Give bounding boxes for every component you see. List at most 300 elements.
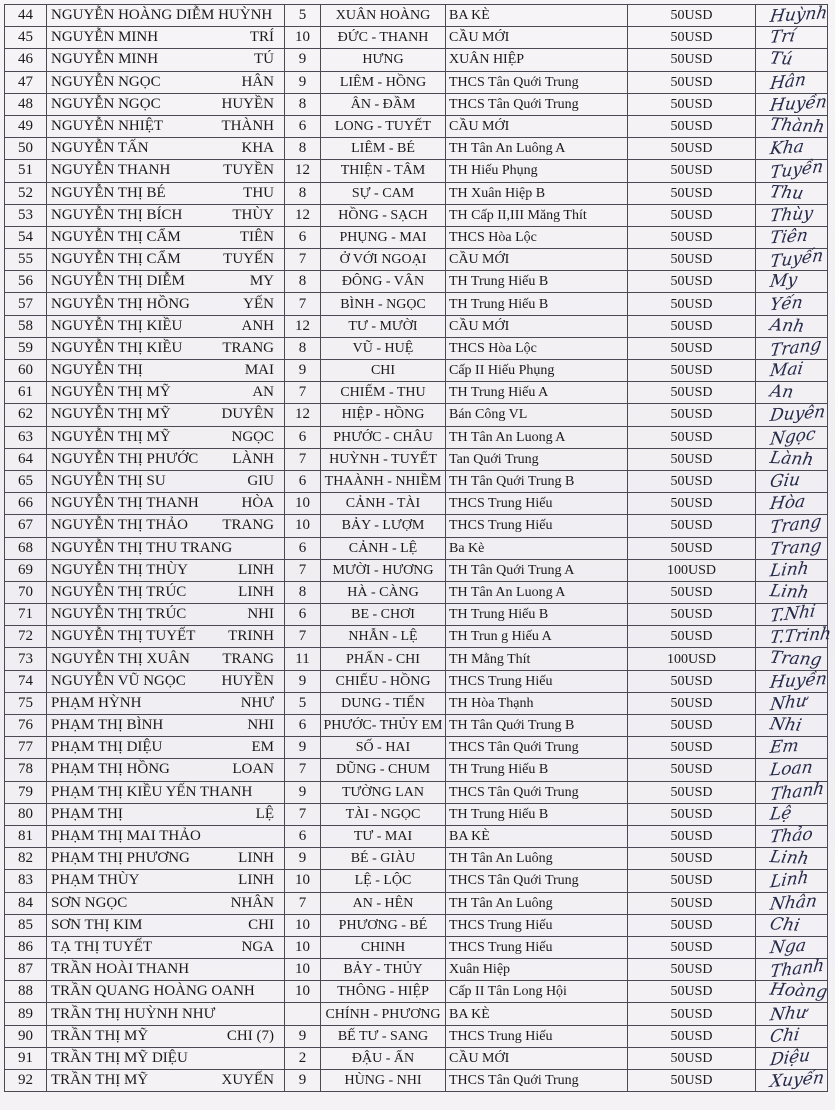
student-name-cell <box>47 1047 285 1069</box>
parents-cell: TƯỜNG LAN <box>321 781 446 803</box>
signature-cell <box>756 404 828 426</box>
amount-cell: 50USD <box>628 604 756 626</box>
grade-cell: 8 <box>285 271 321 293</box>
student-name-cell <box>47 448 285 470</box>
table-row <box>5 692 828 714</box>
given-name: CHI (7) <box>226 1027 274 1044</box>
row-number-cell: 44 <box>5 5 47 27</box>
given-name: TRINH <box>228 628 274 645</box>
table-row <box>5 448 828 470</box>
grade-cell: 6 <box>285 825 321 847</box>
table-row <box>5 93 828 115</box>
recipient-table <box>4 2 833 1093</box>
handwritten-signature: Duyên <box>768 402 827 427</box>
handwritten-signature: Em <box>768 736 800 759</box>
table-row <box>5 404 828 426</box>
signature-cell <box>756 226 828 248</box>
grade-cell: 10 <box>285 870 321 892</box>
surname-middle-name: NGUYỄN NHIỆT <box>51 118 164 135</box>
row-number-cell: 51 <box>5 160 47 182</box>
amount-cell: 50USD <box>628 204 756 226</box>
given-name: MAI <box>244 362 274 379</box>
surname-middle-name: NGUYỄN THỊ TUYẾT <box>51 628 196 645</box>
signature-cell <box>756 27 828 49</box>
table-row <box>5 759 828 781</box>
handwritten-signature: Huyền <box>768 91 829 116</box>
given-name: HUYỀN <box>221 672 274 689</box>
parents-cell: CHI <box>321 360 446 382</box>
grade-cell: 8 <box>285 337 321 359</box>
surname-middle-name: TRẦN THỊ HUỲNH NHƯ <box>51 1005 216 1022</box>
parents-cell: THIỆN - TÂM <box>321 160 446 182</box>
row-number-cell: 86 <box>5 936 47 958</box>
amount-cell: 50USD <box>628 936 756 958</box>
table-row <box>5 737 828 759</box>
given-name: HUYỀN <box>221 95 274 112</box>
given-name: LINH <box>238 561 274 578</box>
surname-middle-name: NGUYỄN THỊ TRÚC <box>51 606 187 623</box>
surname-middle-name: NGUYỄN THỊ THANH <box>51 495 199 512</box>
parents-cell: CẢNH - LỆ <box>321 537 446 559</box>
grade-cell: 6 <box>285 226 321 248</box>
given-name: MY <box>249 273 274 290</box>
signature-cell <box>756 624 833 649</box>
table-row <box>5 581 828 603</box>
table-row <box>5 226 828 248</box>
handwritten-signature: Huỳnh <box>768 2 829 28</box>
parents-cell: HỒNG - SẠCH <box>321 204 446 226</box>
signature-cell <box>756 955 828 983</box>
row-number-cell: 84 <box>5 892 47 914</box>
school-cell: Cấp II Tân Long Hội <box>446 981 628 1003</box>
table-row <box>5 315 828 337</box>
surname-middle-name: NGUYỄN THỊ MỸ <box>51 406 171 423</box>
handwritten-signature: Tuyền <box>769 156 825 184</box>
amount-cell: 50USD <box>628 581 756 603</box>
row-number-cell: 63 <box>5 426 47 448</box>
school-cell: TH Trung Hiếu B <box>446 293 628 315</box>
student-name-cell <box>47 470 285 492</box>
student-name-cell <box>47 93 285 115</box>
grade-cell: 7 <box>285 559 321 581</box>
given-name: NGỌC <box>231 428 274 445</box>
signature-cell <box>756 182 828 204</box>
signature-cell <box>756 1003 828 1025</box>
surname-middle-name: NGUYỄN NGỌC <box>51 73 161 90</box>
surname-middle-name: TẠ THỊ TUYẾT <box>51 938 153 955</box>
amount-cell: 50USD <box>628 448 756 470</box>
table-row <box>5 493 828 515</box>
parents-cell: BE - CHƠI <box>321 604 446 626</box>
parents-cell: DUNG - TIẾN <box>321 692 446 714</box>
handwritten-signature: Tiên <box>768 225 810 249</box>
grade-cell: 6 <box>285 115 321 137</box>
surname-middle-name: NGUYỄN NGỌC <box>51 95 161 112</box>
student-name-cell <box>47 515 285 537</box>
grade-cell: 9 <box>285 1070 321 1092</box>
amount-cell: 50USD <box>628 626 756 648</box>
amount-cell: 50USD <box>628 959 756 981</box>
amount-cell: 50USD <box>628 470 756 492</box>
signature-cell <box>756 293 828 315</box>
parents-cell: XUÂN HOÀNG <box>321 5 446 27</box>
row-number-cell: 54 <box>5 226 47 248</box>
row-number-cell: 80 <box>5 803 47 825</box>
school-cell: Ba Kè <box>446 537 628 559</box>
amount-cell: 50USD <box>628 537 756 559</box>
handwritten-signature: Linh <box>768 847 811 870</box>
surname-middle-name: NGUYỄN THỊ BÉ <box>51 184 166 201</box>
given-name: TUYỀN <box>223 162 274 179</box>
student-name-cell <box>47 249 285 271</box>
school-cell: CẦU MỚI <box>446 27 628 49</box>
signature-cell <box>756 670 828 692</box>
row-number-cell: 79 <box>5 781 47 803</box>
school-cell: CẦU MỚI <box>446 315 628 337</box>
grade-cell: 8 <box>285 182 321 204</box>
parents-cell: LONG - TUYẾT <box>321 115 446 137</box>
parents-cell: TÀI - NGỌC <box>321 803 446 825</box>
given-name: KHA <box>241 140 274 157</box>
parents-cell: CHIẾU - HỒNG <box>321 670 446 692</box>
parents-cell: ĐỨC - THANH <box>321 27 446 49</box>
student-name-cell <box>47 825 285 847</box>
table-row <box>5 1047 828 1069</box>
student-name-cell <box>47 670 285 692</box>
amount-cell: 50USD <box>628 737 756 759</box>
grade-cell: 12 <box>285 204 321 226</box>
row-number-cell: 58 <box>5 315 47 337</box>
grade-cell: 9 <box>285 1025 321 1047</box>
amount-cell: 50USD <box>628 226 756 248</box>
surname-middle-name: NGUYỄN MINH <box>51 29 159 46</box>
grade-cell: 6 <box>285 537 321 559</box>
surname-middle-name: PHẠM THỊ PHƯƠNG <box>51 850 190 867</box>
parents-cell: TƯ - MƯỜI <box>321 315 446 337</box>
student-name-cell <box>47 803 285 825</box>
row-number-cell: 46 <box>5 49 47 71</box>
grade-cell: 7 <box>285 293 321 315</box>
row-number-cell: 70 <box>5 581 47 603</box>
amount-cell: 50USD <box>628 138 756 160</box>
table-row <box>5 914 828 936</box>
school-cell: TH Mằng Thít <box>446 648 628 670</box>
signature-cell <box>756 914 828 936</box>
handwritten-signature: Diệu <box>768 1045 812 1071</box>
grade-cell: 5 <box>285 5 321 27</box>
grade-cell: 9 <box>285 781 321 803</box>
signature-cell <box>756 1070 828 1092</box>
row-number-cell: 90 <box>5 1025 47 1047</box>
amount-cell: 50USD <box>628 914 756 936</box>
given-name: TRANG <box>222 650 274 667</box>
school-cell: THCS Hòa Lộc <box>446 226 628 248</box>
amount-cell: 50USD <box>628 315 756 337</box>
school-cell: Xuân Hiệp <box>446 959 628 981</box>
signature-cell <box>756 245 828 273</box>
row-number-cell: 62 <box>5 404 47 426</box>
signature-cell <box>756 648 828 670</box>
parents-cell: BẾ TƯ - SANG <box>321 1025 446 1047</box>
student-name-cell <box>47 1003 285 1025</box>
surname-middle-name: PHẠM THỊ KIỀU YẾN THANH <box>51 783 253 800</box>
parents-cell: PHẤN - CHI <box>321 648 446 670</box>
given-name: NGA <box>241 938 274 955</box>
parents-cell: VŨ - HUỆ <box>321 337 446 359</box>
surname-middle-name: NGUYỄN HOÀNG DIỄM HUỲNH <box>51 7 273 24</box>
row-number-cell: 65 <box>5 470 47 492</box>
handwritten-signature: Thu <box>768 181 806 204</box>
grade-cell: 12 <box>285 160 321 182</box>
handwritten-signature: Giu <box>768 469 802 493</box>
signature-cell <box>756 848 828 870</box>
signature-cell <box>756 867 828 893</box>
surname-middle-name: TRẦN HOÀI THANH <box>51 961 190 978</box>
signature-cell <box>756 271 828 293</box>
student-name-cell <box>47 848 285 870</box>
student-name-cell <box>47 182 285 204</box>
signature-cell <box>756 936 828 958</box>
handwritten-signature: Hòa <box>768 491 807 515</box>
signature-cell <box>756 559 828 581</box>
grade-cell: 7 <box>285 803 321 825</box>
amount-cell: 50USD <box>628 426 756 448</box>
table-row <box>5 249 828 271</box>
school-cell: BA KÈ <box>446 825 628 847</box>
row-number-cell: 56 <box>5 271 47 293</box>
parents-cell: SỐ - HAI <box>321 737 446 759</box>
signature-cell <box>756 204 828 226</box>
school-cell: TH Hiếu Phụng <box>446 160 628 182</box>
surname-middle-name: SƠN THỊ KIM <box>51 916 143 933</box>
surname-middle-name: NGUYỄN THỊ MỸ <box>51 384 171 401</box>
amount-cell: 50USD <box>628 360 756 382</box>
surname-middle-name: NGUYỄN THỊ DIỄM <box>51 273 185 290</box>
surname-middle-name: PHẠM THỊ BÌNH <box>51 717 164 734</box>
grade-cell: 9 <box>285 848 321 870</box>
row-number-cell: 78 <box>5 759 47 781</box>
signature-cell <box>756 981 828 1003</box>
parents-cell: ÂN - ĐẦM <box>321 93 446 115</box>
amount-cell: 50USD <box>628 382 756 404</box>
surname-middle-name: NGUYỄN THỊ TRÚC <box>51 583 187 600</box>
handwritten-signature: Thùy <box>768 203 815 227</box>
signature-cell <box>756 512 828 539</box>
student-name-cell <box>47 71 285 93</box>
student-name-cell <box>47 115 285 137</box>
row-number-cell: 76 <box>5 715 47 737</box>
parents-cell: TƯ - MAI <box>321 825 446 847</box>
parents-cell: CHIẾM - THU <box>321 382 446 404</box>
parents-cell: SỰ - CAM <box>321 182 446 204</box>
parents-cell: LIÊM - HỒNG <box>321 71 446 93</box>
amount-cell: 50USD <box>628 1070 756 1092</box>
grade-cell: 8 <box>285 581 321 603</box>
row-number-cell: 53 <box>5 204 47 226</box>
table-row <box>5 715 828 737</box>
given-name: THÙY <box>232 206 274 223</box>
given-name: THÀNH <box>221 118 274 135</box>
school-cell: TH Tân Quới Trung A <box>446 559 628 581</box>
signature-cell <box>756 448 828 470</box>
table-row <box>5 204 828 226</box>
amount-cell: 50USD <box>628 892 756 914</box>
given-name: ANH <box>241 317 274 334</box>
surname-middle-name: NGUYỄN VŨ NGỌC <box>51 672 186 689</box>
handwritten-signature: My <box>768 270 799 293</box>
table-row <box>5 293 828 315</box>
school-cell: TH Tân Quới Trung B <box>446 470 628 492</box>
row-number-cell: 45 <box>5 27 47 49</box>
row-number-cell: 73 <box>5 648 47 670</box>
parents-cell: CẢNH - TÀI <box>321 493 446 515</box>
row-number-cell: 89 <box>5 1003 47 1025</box>
signature-cell <box>756 334 828 362</box>
student-name-cell <box>47 1070 285 1092</box>
surname-middle-name: NGUYỄN THỊ THẢO <box>51 517 188 534</box>
student-name-cell <box>47 914 285 936</box>
grade-cell: 6 <box>285 426 321 448</box>
student-name-cell <box>47 759 285 781</box>
student-name-cell <box>47 581 285 603</box>
amount-cell: 50USD <box>628 670 756 692</box>
school-cell: TH Tân An Luông <box>446 892 628 914</box>
table-row <box>5 626 828 648</box>
student-name-cell <box>47 892 285 914</box>
table-row <box>5 870 828 892</box>
handwritten-signature: Huyền <box>768 668 829 693</box>
school-cell: TH Trung Hiếu B <box>446 759 628 781</box>
table-row <box>5 27 828 49</box>
surname-middle-name: PHẠM THỊ <box>51 805 123 822</box>
handwritten-signature: Trang <box>768 535 823 560</box>
school-cell: THCS Tân Quới Trung <box>446 1070 628 1092</box>
given-name: DUYÊN <box>221 406 274 423</box>
table-row <box>5 115 828 137</box>
handwritten-signature: Lệ <box>768 802 793 825</box>
surname-middle-name: NGUYỄN THỊ BÍCH <box>51 206 183 223</box>
handwritten-signature: Chi <box>768 914 802 936</box>
surname-middle-name: NGUYỄN MINH <box>51 51 159 68</box>
table-row <box>5 1070 828 1092</box>
surname-middle-name: PHẠM THỊ DIỆU <box>51 739 163 756</box>
student-name-cell <box>47 315 285 337</box>
school-cell: THCS Tân Quới Trung <box>446 870 628 892</box>
row-number-cell: 67 <box>5 515 47 537</box>
given-name: NHÂN <box>230 894 274 911</box>
grade-cell: 7 <box>285 626 321 648</box>
student-name-cell <box>47 781 285 803</box>
handwritten-signature: Trang <box>768 512 823 539</box>
amount-cell: 50USD <box>628 759 756 781</box>
parents-cell: CHINH <box>321 936 446 958</box>
school-cell: THCS Trung Hiếu <box>446 515 628 537</box>
parents-cell: HƯNG <box>321 49 446 71</box>
row-number-cell: 92 <box>5 1070 47 1092</box>
school-cell: THCS Tân Quới Trung <box>446 781 628 803</box>
amount-cell: 50USD <box>628 848 756 870</box>
student-name-cell <box>47 160 285 182</box>
handwritten-signature: Anh <box>768 314 807 337</box>
amount-cell: 50USD <box>628 1003 756 1025</box>
surname-middle-name: NGUYỄN THỊ THU TRANG <box>51 539 233 556</box>
given-name: EM <box>251 739 274 756</box>
parents-cell: PHƯỚC- THỦY EM <box>321 715 446 737</box>
grade-cell: 5 <box>285 692 321 714</box>
row-number-cell: 52 <box>5 182 47 204</box>
grade-cell: 7 <box>285 382 321 404</box>
student-name-cell <box>47 27 285 49</box>
student-name-cell <box>47 138 285 160</box>
school-cell: CẦU MỚI <box>446 249 628 271</box>
grade-cell: 9 <box>285 737 321 759</box>
school-cell: Bán Công VL <box>446 404 628 426</box>
school-cell: TH Tân An Luông A <box>446 138 628 160</box>
given-name: LINH <box>238 583 274 600</box>
table-row <box>5 670 828 692</box>
row-number-cell: 55 <box>5 249 47 271</box>
handwritten-signature: T.Nhi <box>768 601 817 628</box>
surname-middle-name: PHẠM THÙY <box>51 872 140 889</box>
school-cell: THCS Trung Hiếu <box>446 670 628 692</box>
amount-cell: 50USD <box>628 1047 756 1069</box>
handwritten-signature: Tú <box>768 48 795 70</box>
amount-cell: 50USD <box>628 337 756 359</box>
given-name: HÒA <box>241 495 274 512</box>
row-number-cell: 64 <box>5 448 47 470</box>
grade-cell: 9 <box>285 49 321 71</box>
row-number-cell: 85 <box>5 914 47 936</box>
table-row <box>5 515 828 537</box>
grade-cell: 10 <box>285 959 321 981</box>
amount-cell: 50USD <box>628 49 756 71</box>
row-number-cell: 66 <box>5 493 47 515</box>
row-number-cell: 49 <box>5 115 47 137</box>
amount-cell: 50USD <box>628 404 756 426</box>
table-row <box>5 981 828 1003</box>
handwritten-signature: Trí <box>768 26 797 49</box>
grade-cell: 10 <box>285 515 321 537</box>
student-name-cell <box>47 959 285 981</box>
amount-cell: 50USD <box>628 803 756 825</box>
school-cell: TH Hòa Thạnh <box>446 692 628 714</box>
amount-cell: 50USD <box>628 182 756 204</box>
surname-middle-name: NGUYỄN THỊ KIỀU <box>51 317 183 334</box>
given-name: YẾN <box>243 295 274 312</box>
amount-cell: 50USD <box>628 1025 756 1047</box>
parents-cell: BẢY - LƯỢM <box>321 515 446 537</box>
row-number-cell: 91 <box>5 1047 47 1069</box>
amount-cell: 50USD <box>628 692 756 714</box>
grade-cell: 10 <box>285 936 321 958</box>
given-name: CHI <box>248 916 274 933</box>
signature-cell <box>756 423 828 450</box>
table-row <box>5 360 828 382</box>
signature-cell <box>756 1025 828 1047</box>
student-name-cell <box>47 426 285 448</box>
amount-cell: 50USD <box>628 249 756 271</box>
amount-cell: 50USD <box>628 781 756 803</box>
amount-cell: 50USD <box>628 493 756 515</box>
amount-cell: 50USD <box>628 715 756 737</box>
school-cell: BA KÈ <box>446 1003 628 1025</box>
given-name: TUYẾN <box>223 251 274 268</box>
surname-middle-name: NGUYỄN THỊ THÙY <box>51 561 188 578</box>
parents-cell: PHỤNG - MAI <box>321 226 446 248</box>
handwritten-signature: Yến <box>768 292 805 315</box>
surname-middle-name: PHẠM HỲNH <box>51 694 142 711</box>
table-row <box>5 71 828 93</box>
